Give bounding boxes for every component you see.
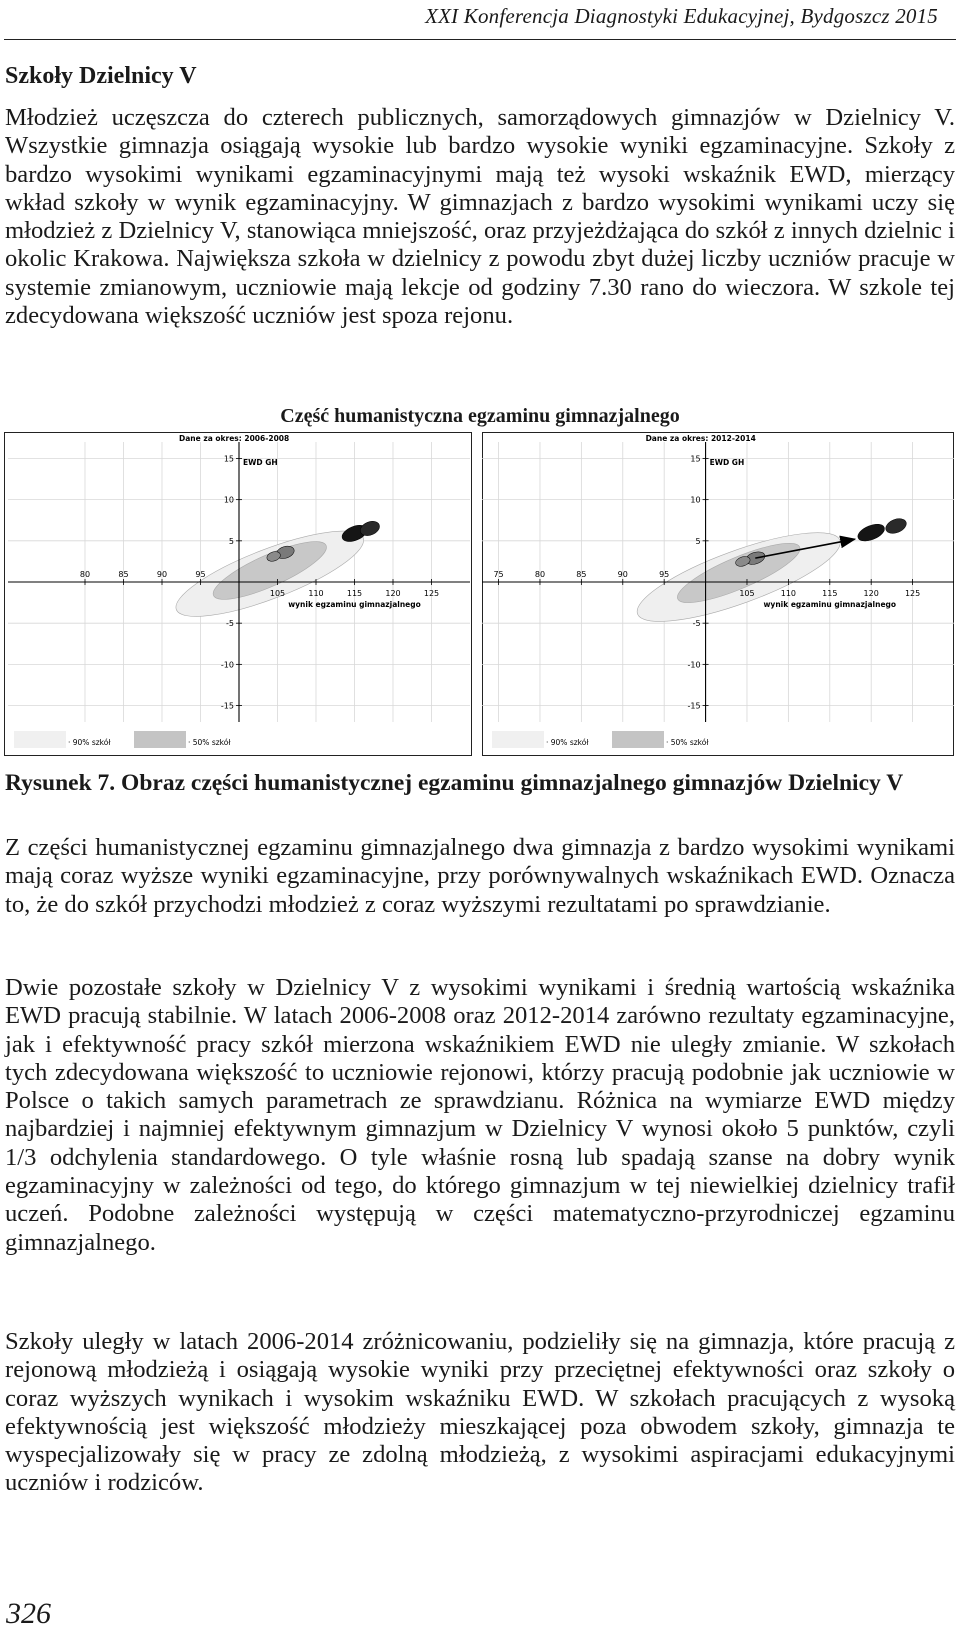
period-title: Dane za okres: 2012-2014 (645, 434, 756, 443)
chart-panel-1 (5, 433, 472, 756)
x-tick-label: 85 (576, 570, 587, 579)
chart-panel-2 (482, 433, 954, 756)
x-tick-label: 80 (534, 570, 546, 579)
x-axis-label: wynik egzaminu gimnazjalnego (763, 600, 897, 609)
figure-caption: Rysunek 7. Obraz części humanistycznej egzaminu gimnazjalnego gimnazjów Dzielnicy V (5, 770, 904, 796)
x-tick-label: 75 (493, 570, 504, 579)
y-tick-label: 15 (223, 454, 234, 464)
x-tick-label: 105 (269, 589, 286, 598)
legend-label-50: · 50% szkół (666, 738, 709, 747)
running-header: XXI Konferencja Diagnostyki Edukacyjnej, Bydgoszcz 2015 (425, 4, 938, 28)
x-tick-label: 90 (156, 570, 168, 579)
y-axis-label: EWD GH (709, 458, 745, 468)
x-tick-label: 105 (739, 589, 755, 598)
page-number: 326 (6, 1597, 51, 1630)
x-tick-label: 120 (863, 589, 879, 598)
y-axis-label: EWD GH (243, 458, 278, 468)
x-tick-label: 110 (308, 589, 324, 598)
x-tick-label: 95 (195, 570, 206, 579)
figure-7 (4, 432, 956, 757)
y-tick-label: -5 (692, 619, 701, 629)
legend-label-90: · 90% szkół (68, 738, 111, 747)
x-tick-label: 125 (904, 589, 921, 598)
x-tick-label: 115 (346, 589, 363, 598)
x-tick-label: 85 (118, 570, 129, 579)
legend-swatch-50 (612, 731, 664, 748)
y-tick-label: 5 (695, 536, 701, 546)
x-tick-label: 110 (780, 589, 797, 598)
paragraph-1: Młodzież uczęszcza do czterech publicznych, samorządowych gimnazjów w Dzielnicy V. Wszystkie gimnazja osiągają wysokie lub bardzo wysokie wyniki egzaminacyjne. Szkoły z bardzo wysokimi wynikami egzaminacyjnymi mają też wysoki wskaźnik EWD, mierzący wkład szkoły w wynik egzaminacyjny. W gimnazjach z bardzo wysokimi wynikami uczy się młodzież z Dzielnicy V, stanowiąca mniejszość, oraz przyjeżdżająca do szkół z innych dzielnic i okolic Krakowa. Największa szkoła w dzielnicy z powodu zbyt dużej liczby uczniów pracuje w systemie zmianowym, uczniowie mają lekcje od godziny 7.30 rano do wieczora. W szkole tej zdecydowana większość uczniów jest spoza rejonu. (5, 104, 955, 330)
paragraph-2: Z części humanistycznej egzaminu gimnazjalnego dwa gimnazja z bardzo wysokimi wynikami mają coraz wyższe wyniki egzaminacyjne, przy porównywalnych wskaźnikach EWD. Oznacza to, że do szkół przychodzi młodzież z coraz wyższymi rezultatami po sprawdzianie. (5, 834, 955, 918)
y-tick-label: 5 (228, 536, 234, 546)
x-tick-label: 115 (822, 589, 838, 598)
y-tick-label: -10 (687, 660, 701, 670)
header-divider (4, 39, 956, 40)
paragraph-3: Dwie pozostałe szkoły w Dzielnicy V z wysokimi wynikami i średnią wartością wskaźnika EWD pracują stabilnie. W latach 2006-2008 oraz 2012-2014 zarówno rezultaty egzaminacyjne, jak i efektywność pracy szkół mierzona wskaźnikiem EWD nie uległy zmianie. W szkołach tych zdecydowana większość to uczniowie rejonowi, którzy pracują podobnie jak uczniowie w Polsce o takich samych parametrach ze sprawdzianu. Różnica na wymiarze EWD między najbardziej i najmniej efektywnym gimnazjum w Dzielnicy V wynosi około 5 punktów, czyli 1/3 odchylenia standardowego. O tyle właśnie rosną lub spadają szanse na dobry wynik egzaminacyjny w zależności od tego, do którego gimnazjum w tej niewielkiej dzielnicy trafił uczeń. Podobne zależności występują w części matematyczno-przyrodniczej egzaminu gimnazjalnego. (5, 974, 955, 1256)
period-title: Dane za okres: 2006-2008 (179, 434, 290, 443)
y-tick-label: -15 (687, 701, 701, 711)
section-heading: Szkoły Dzielnicy V (5, 63, 197, 89)
legend-label-90: · 90% szkół (546, 738, 589, 747)
x-tick-label: 95 (659, 570, 670, 579)
y-tick-label: -15 (220, 701, 234, 711)
legend-swatch-50 (134, 731, 186, 748)
legend-label-50: · 50% szkół (188, 738, 231, 747)
x-tick-label: 125 (423, 589, 440, 598)
x-tick-label: 80 (79, 570, 91, 579)
paragraph-4: Szkoły uległy w latach 2006-2014 zróżnicowaniu, podzieliły się na gimnazja, które pracują z rejonową młodzieżą i osiągają wysokie wyniki przy przeciętnej efektywności oraz szkoły o coraz wyższych wynikach i wysokim wskaźniku EWD. W szkołach pracujących z wysoką efektywnością jest większość młodzieży mieszkającej poza obwodem szkoły, gimnazja te wyspecjalizowały się w pracy ze zdolną młodzieżą, z wysokimi aspiracjami edukacyjnymi uczniów i rodziców. (5, 1328, 955, 1497)
y-tick-label: 10 (690, 495, 701, 505)
legend-swatch-90 (14, 731, 66, 748)
x-tick-label: 120 (385, 589, 401, 598)
y-tick-label: -5 (226, 619, 234, 629)
figure-title: Część humanistyczna egzaminu gimnazjalnego (280, 405, 680, 427)
y-tick-label: -10 (220, 660, 234, 670)
x-tick-label: 90 (617, 570, 628, 579)
y-tick-label: 15 (690, 454, 701, 464)
x-axis-label: wynik egzaminu gimnazjalnego (288, 600, 421, 609)
legend-swatch-90 (492, 731, 544, 748)
y-tick-label: 10 (223, 495, 234, 505)
ewd-charts (4, 432, 956, 757)
